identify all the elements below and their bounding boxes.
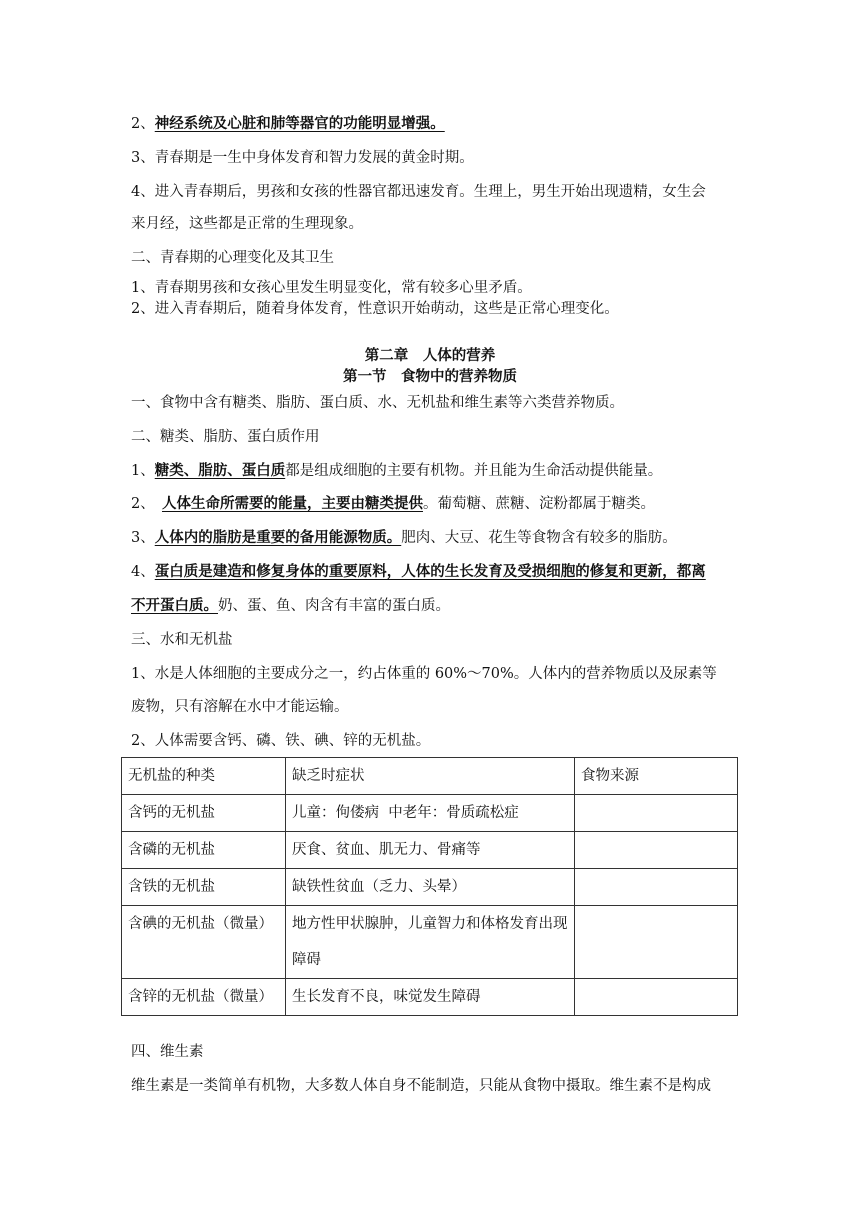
table-cell: 含铁的无机盐	[122, 869, 286, 906]
chapter-title: 第二章 人体的营养	[364, 347, 496, 364]
table-row	[122, 869, 738, 906]
table-cell: 儿童：佝偻病 中老年：骨质疏松症	[286, 795, 575, 832]
point-text: 肥肉、大豆、花生等食物含有较多的脂肪。	[401, 530, 677, 546]
table-row	[122, 979, 738, 1016]
macronutrient-point-3	[131, 528, 677, 548]
point-number: 4、	[131, 564, 155, 580]
key-point-text: 糖类、脂肪、蛋白质	[154, 462, 286, 479]
table-cell	[575, 906, 738, 979]
macronutrient-point-4	[131, 562, 706, 582]
macronutrient-point-4-cont	[131, 596, 450, 616]
table-cell: 厌食、贫血、肌无力、骨痛等	[286, 832, 575, 869]
water-point-1: 1、水是人体细胞的主要成分之一，约占体重的 60%～70%。人体内的营养物质以及尿素等	[131, 666, 717, 682]
point-text: 。葡萄糖、蔗糖、淀粉都属于糖类。	[422, 496, 655, 512]
section-heading-water-minerals: 三、水和无机盐	[131, 632, 233, 648]
table-cell	[575, 832, 738, 869]
table-header-cell: 无机盐的种类	[122, 758, 286, 795]
table-cell	[575, 869, 738, 906]
psychology-point-1: 1、青春期男孩和女孩心里发生明显变化，常有较多心里矛盾。	[131, 280, 532, 296]
minerals-point-2: 2、人体需要含钙、磷、铁、碘、锌的无机盐。	[131, 733, 431, 749]
table-row	[122, 795, 738, 832]
table-row	[122, 832, 738, 869]
point-number: 2、	[131, 496, 162, 512]
point-text: 奶、蛋、鱼、肉含有丰富的蛋白质。	[218, 598, 450, 614]
puberty-point-4-cont: 来月经，这些都是正常的生理现象。	[131, 216, 363, 232]
table-cell	[575, 979, 738, 1016]
table-cell: 含碘的无机盐（微量）	[122, 906, 286, 979]
section-heading-macronutrients: 二、糖类、脂肪、蛋白质作用	[131, 429, 320, 445]
puberty-point-4: 4、进入青春期后，男孩和女孩的性器官都迅速发育。生理上，男生开始出现遗精，女生会	[131, 184, 706, 200]
psychology-point-2: 2、进入青春期后，随着身体发育，性意识开始萌动，这些是正常心理变化。	[131, 301, 619, 317]
key-point-text: 人体生命所需要的能量，主要由糖类提供	[161, 495, 423, 512]
key-point-text: 人体内的脂肪是重要的备用能源物质。	[154, 529, 402, 546]
table-header-cell: 缺乏时症状	[286, 758, 575, 795]
table-cell: 缺铁性贫血（乏力、头晕）	[286, 869, 575, 906]
macronutrient-point-1	[131, 461, 662, 481]
point-number: 1、	[131, 463, 155, 479]
water-point-1-cont: 废物，只有溶解在水中才能运输。	[131, 699, 349, 715]
key-point-text: 神经系统及心脏和肺等器官的功能明显增强。	[154, 115, 445, 132]
table-header-cell: 食物来源	[575, 758, 738, 795]
table-header-row	[122, 758, 738, 795]
table-cell: 生长发育不良，味觉发生障碍	[286, 979, 575, 1016]
table-cell: 含磷的无机盐	[122, 832, 286, 869]
table-cell	[575, 795, 738, 832]
puberty-point-3: 3、青春期是一生中身体发育和智力发展的黄金时期。	[131, 150, 474, 166]
point-number: 3、	[131, 530, 155, 546]
table-row	[122, 906, 738, 979]
key-point-text: 蛋白质是建造和修复身体的重要原料，人体的生长发育及受损细胞的修复和更新，都离	[154, 563, 706, 580]
section-heading-psychology: 二、青春期的心理变化及其卫生	[131, 250, 334, 266]
table-cell: 含锌的无机盐（微量）	[122, 979, 286, 1016]
section-heading-vitamins: 四、维生素	[131, 1044, 204, 1060]
table-cell: 地方性甲状腺肿，儿童智力和体格发育出现障碍	[286, 906, 575, 979]
vitamins-intro: 维生素是一类简单有机物，大多数人体自身不能制造，只能从食物中摄取。维生素不是构成	[131, 1078, 711, 1094]
minerals-table	[121, 757, 738, 1016]
macronutrient-point-2	[131, 494, 655, 514]
key-point-text: 不开蛋白质。	[131, 597, 218, 614]
puberty-point-2	[131, 114, 445, 134]
table-cell: 含钙的无机盐	[122, 795, 286, 832]
point-number: 2、	[131, 116, 155, 132]
nutrients-overview: 一、食物中含有糖类、脂肪、蛋白质、水、无机盐和维生素等六类营养物质。	[131, 395, 624, 411]
section-title: 第一节 食物中的营养物质	[343, 368, 517, 385]
point-text: 都是组成细胞的主要有机物。并且能为生命活动提供能量。	[285, 463, 663, 479]
